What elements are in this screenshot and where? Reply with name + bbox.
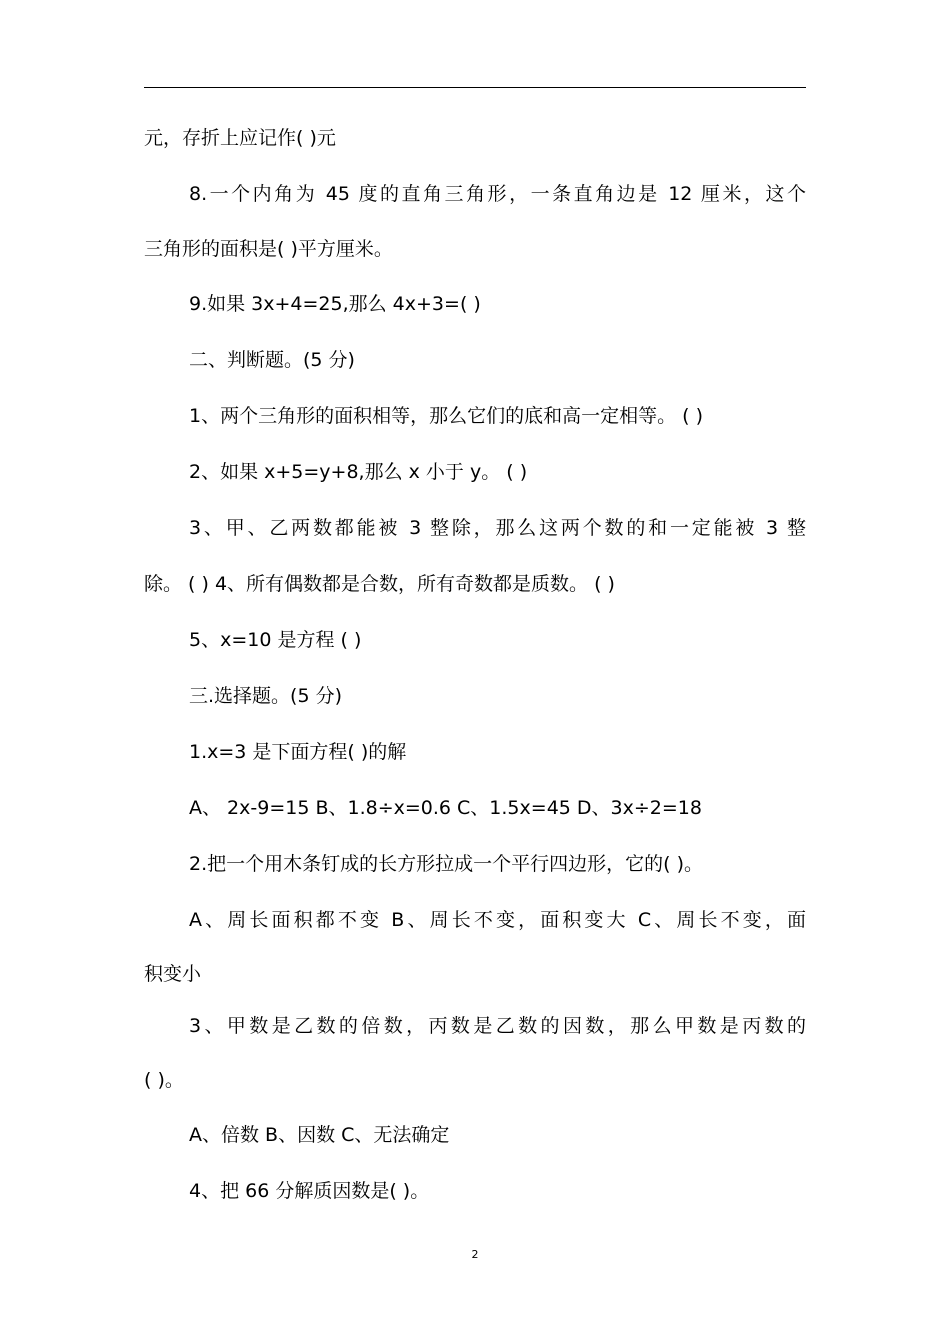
- question-9: 9.如果 3x+4=25,那么 4x+3=( ): [189, 293, 481, 315]
- judgement-item-4: 除。 ( ) 4、所有偶数都是合数，所有奇数都是质数。 ( ): [144, 573, 615, 595]
- choice-question-4: 4、把 66 分解质因数是( )。: [189, 1180, 430, 1202]
- text-line: 元，存折上应记作( )元: [144, 127, 336, 149]
- choice-question-2: 2.把一个用木条钉成的长方形拉成一个平行四边形，它的( )。: [189, 853, 703, 875]
- judgement-item-1: 1、两个三角形的面积相等，那么它们的底和高一定相等。 ( ): [189, 405, 703, 427]
- text-line: ( )。: [144, 1069, 184, 1091]
- choice-options-3: A、倍数 B、因数 C、无法确定: [189, 1124, 450, 1146]
- text-line: 三角形的面积是( )平方厘米。: [144, 238, 393, 260]
- header-rule: [144, 87, 806, 88]
- section-heading-judgement: 二、判断题。(5 分): [189, 349, 355, 371]
- choice-options-2: A、周长面积都不变 B、周长不变，面积变大 C、周长不变，面: [189, 909, 806, 931]
- judgement-item-2: 2、如果 x+5=y+8,那么 x 小于 y。 ( ): [189, 461, 528, 483]
- question-8: 8.一个内角为 45 度的直角三角形，一条直角边是 12 厘米，这个: [189, 183, 806, 205]
- text-line: 积变小: [144, 963, 202, 985]
- judgement-item-3: 3、甲、乙两数都能被 3 整除，那么这两个数的和一定能被 3 整: [189, 517, 806, 539]
- judgement-item-5: 5、x=10 是方程 ( ): [189, 629, 362, 651]
- choice-question-3: 3、甲数是乙数的倍数，丙数是乙数的因数，那么甲数是丙数的: [189, 1015, 806, 1037]
- page-number: 2: [471, 1248, 479, 1261]
- choice-options-1: A、 2x-9=15 B、1.8÷x=0.6 C、1.5x=45 D、3x÷2=18: [189, 797, 702, 819]
- choice-question-1: 1.x=3 是下面方程( )的解: [189, 741, 407, 763]
- section-heading-choice: 三.选择题。(5 分): [189, 685, 342, 707]
